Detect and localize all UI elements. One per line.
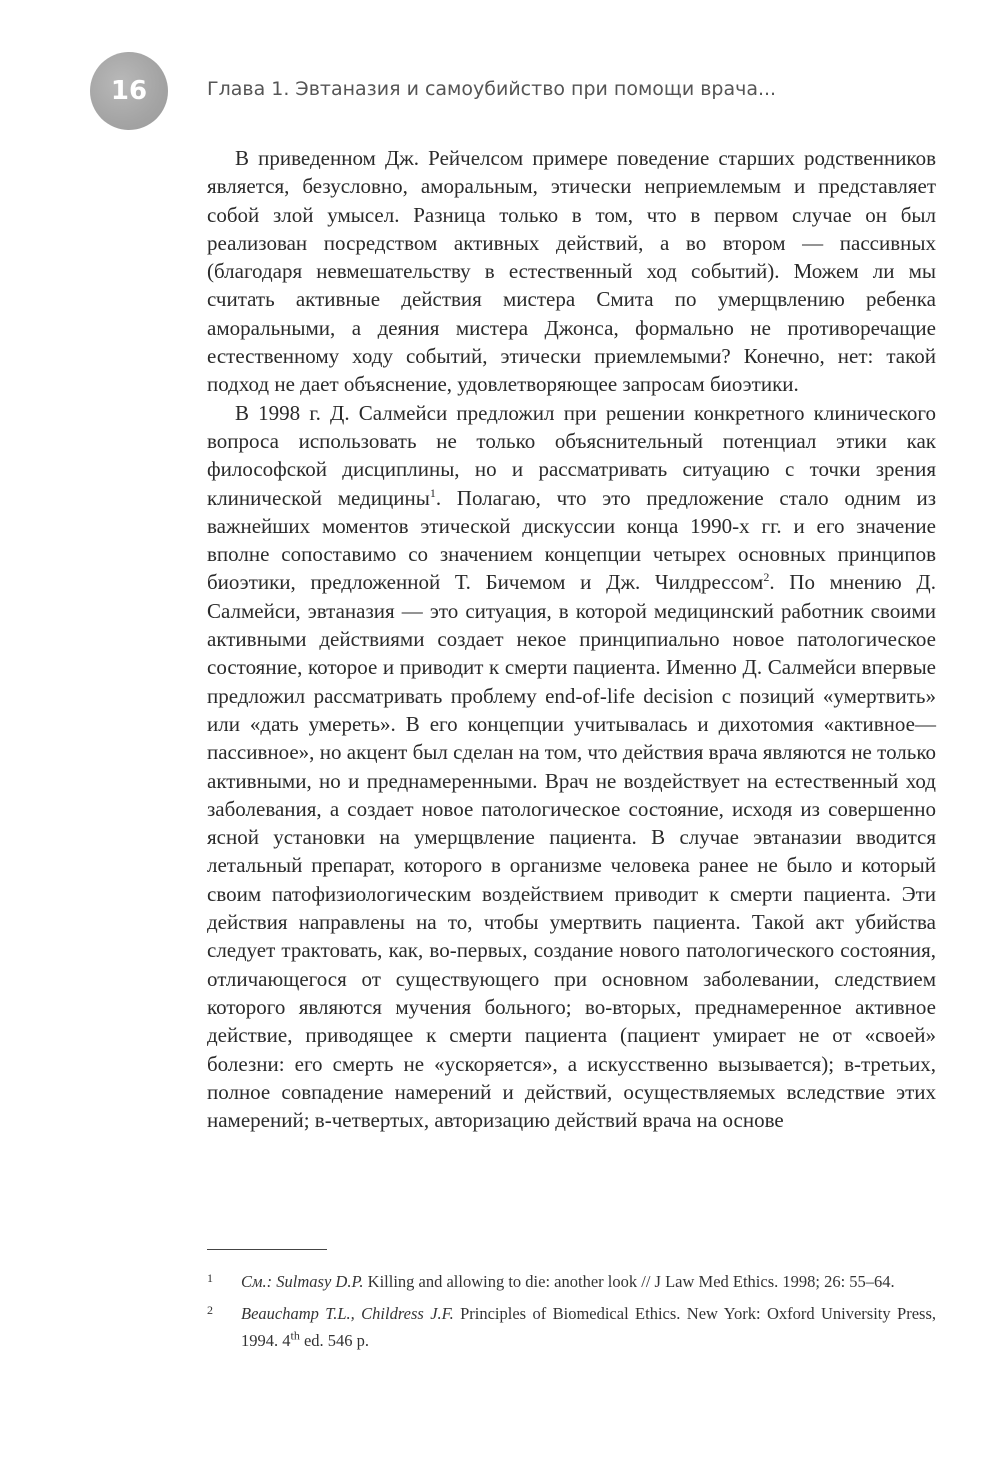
footnote-1-text: Killing and allowing to die: another look // J Law Med Ethics. 1998; 26: 55–64. xyxy=(363,1272,895,1291)
footnote-2-number: 2 xyxy=(207,1303,213,1317)
paragraph-1: В приведенном Дж. Рейчелсом примере поведение старших родственников является, безусловно, аморальным, этически неприемлемым и представляет собой злой умысел. Разница только в том, что в первом случае он был реализован посредством активных действий, а во втором — пассивных (благодаря невмешательству в естественный ход событий). Можем ли мы считать активные действия мистера Смита по умерщвлению ребенка аморальными, а деяния мистера Джонса, формально не противоречащие естественному ходу событий, этически приемлемыми? Конечно, нет: такой подход не дает объяснение, удовлетворяющее запросам биоэтики. xyxy=(207,146,936,397)
footnote-ref-2[interactable]: 2 xyxy=(763,570,770,585)
paragraph-2-part-c: . По мнению Д. Салмейси, эвтаназия — это ситуация, в которой медицинский работник своими активными действиями создает некое принципиально новое патологическое состояние, которое и приводит к смерти пациента. Именно Д. Салмейси впервые предложил рассматривать проблему end-of-life decision с позиций «умертвить» или «дать умереть». В его концепции учитывалась и дихотомия «активное—пассивное», но акцент был сделан на том, что действия врача являются не только активными, но и преднамеренными. Врач не воздействует на естественный ход заболевания, а создает новое патологическое состояние, исходя из совершенно ясной установки на умерщвление пациента. В случае эвтаназии вводится летальный препарат, которого в организме человека ранее не было и который своим патофизиологическим воздействием приводит к смерти пациента. Эти действия направлены на то, чтобы умертвить пациента. Такой акт убийства следует трактовать, как, во-первых, создание нового патологического состояния, отличающегося от существующего при основном заболевании, следствием которого являются мучения больного; во-вторых, преднамеренное активное действие, приводящее к смерти пациента (пациент умирает не от «своей» болезни: его смерть не «ускоряется», а искусственно вызывается); в-третьих, полное совпадение намерений и действий, осуществляемых вследствие этих намерений; в-четвертых, авторизацию действий врача на основе xyxy=(207,570,936,1133)
running-title: Глава 1. Эвтаназия и самоубийство при помощи врача... xyxy=(207,78,777,100)
main-text xyxy=(207,144,936,1134)
footnote-2-edition-suffix: th xyxy=(290,1328,300,1343)
footnote-1 xyxy=(207,1268,936,1295)
paragraph-2 xyxy=(207,399,936,1135)
footnotes xyxy=(207,1268,936,1359)
footnote-1-authors: См.: Sulmasy D.P. xyxy=(241,1272,364,1291)
footnote-ref-1[interactable]: 1 xyxy=(429,485,436,500)
footnote-2 xyxy=(207,1300,936,1354)
footnote-2-tail: ed. 546 p. xyxy=(299,1331,370,1350)
paragraph-2-part-b: . Полагаю, что это предложение стало одним из важнейших моментов этической дискуссии конца 1990-х гг. и его значение вполне сопоставимо со значением концепции четырех основных принципов биоэтики, предложенной Т. Бичемом и Дж. Чилдрессом xyxy=(207,485,936,595)
page-number-badge: 16 xyxy=(90,52,168,130)
footnote-divider xyxy=(207,1249,327,1250)
paragraph-2-part-a: В 1998 г. Д. Салмейси предложил при решении конкретного клинического вопроса использовать не только объяснительный потенциал этики как философской дисциплины, но и рассматривать ситуацию с точки зрения клинической медицины xyxy=(207,400,936,510)
footnote-2-text: Principles of Biomedical Ethics. New York: Oxford University Press, 1994. 4 xyxy=(241,1304,936,1350)
footnote-1-number: 1 xyxy=(207,1271,213,1285)
footnote-2-authors: Beauchamp T.L., Childress J.F. xyxy=(241,1304,454,1323)
